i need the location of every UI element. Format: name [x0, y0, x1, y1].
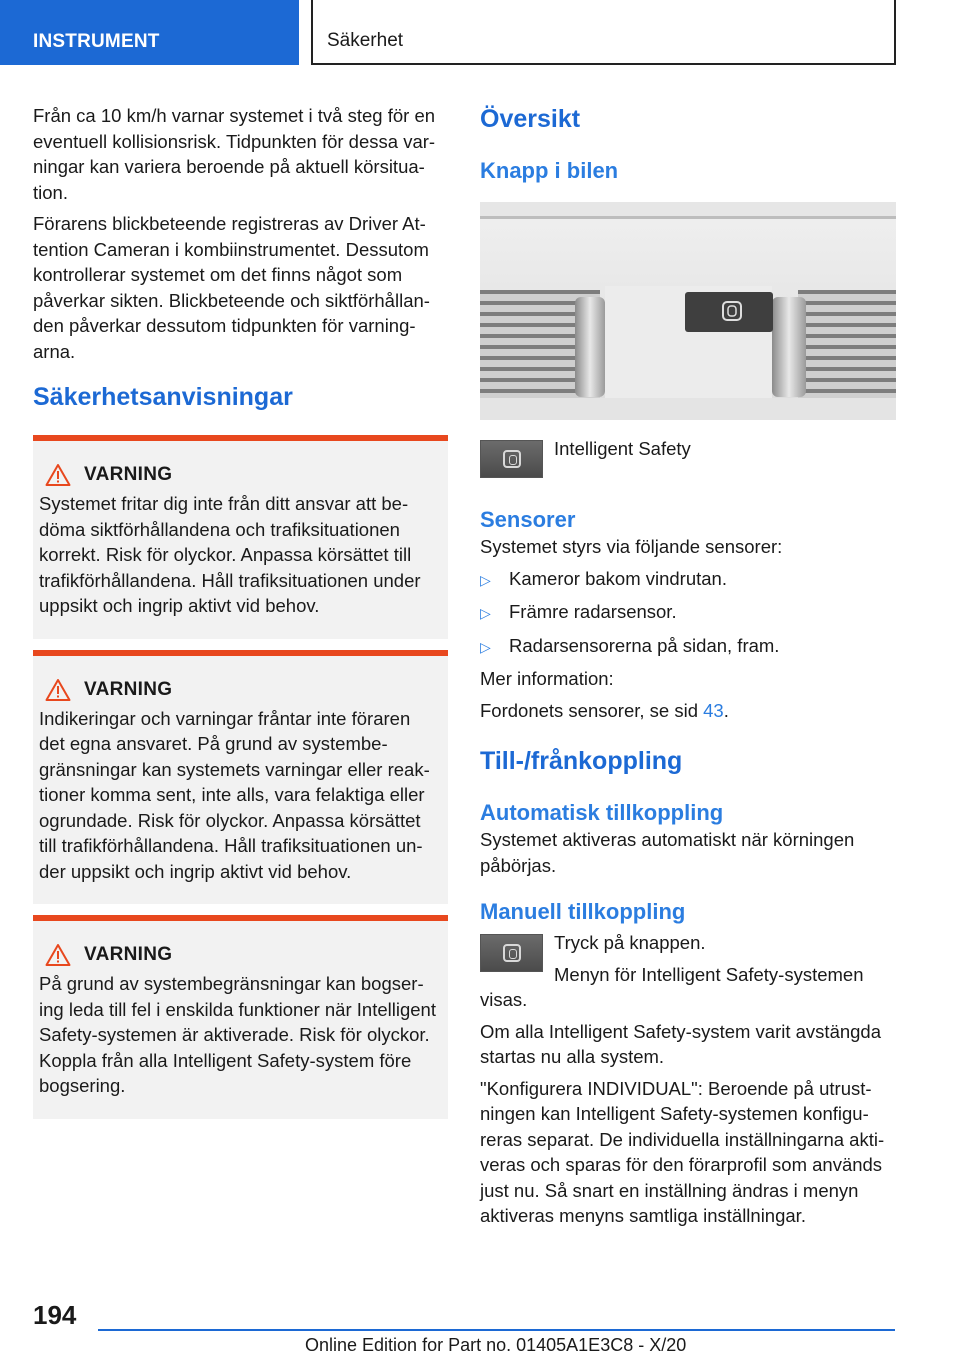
list-item: ▷ Kameror bakom vindrutan. [480, 566, 896, 594]
warning-box-3 [33, 915, 448, 1119]
onoff-heading: Till-/frånkoppling [480, 747, 683, 775]
footer-edition: Online Edition for Part no. 01405A1E3C8 - X/20 [305, 1335, 687, 1355]
dashboard-button-photo [480, 202, 896, 420]
manual-step-2-cont: visas. [480, 989, 528, 1010]
warning-text: Indikeringar och varningar fråntar inte föraren det egna ansvaret. På grund av systembegränsningar kan systemets varningar eller reaktioner komma sent, inte alls, vara felaktiga eller ogrundade. Risk för olyckor. Anpassa körsättet till trafikförhållandena. Håll trafiksituationen under uppsikt och ingrip aktivt vid behov. [39, 707, 430, 882]
manual-paragraph-1: Om alla Intelligent Safety-system varit avstängda startas nu alla system. [480, 1020, 882, 1067]
warning-box-2 [33, 650, 448, 905]
page-number: 194 [33, 1300, 77, 1330]
warning-title: VARNING [84, 464, 173, 485]
warning-triangle-icon [45, 943, 71, 967]
overview-heading: Översikt [480, 105, 581, 133]
sensors-intro: Systemet styrs via följande sensorer: [480, 536, 783, 557]
triangle-bullet-icon: ▷ [480, 571, 491, 588]
left-column [33, 103, 448, 1119]
auto-heading: Automatisk tillkoppling [480, 800, 724, 825]
right-column [480, 103, 896, 1235]
intro-paragraph-2: Förarens blickbeteende registreras av Driver Attention Cameran i kombiinstrumentet. Dessutom kontrollerar systemet om det finns något som påverkar sikten. Blickbeteende och siktförhållanden påverkar dessutom tidpunkten för varningarna. [33, 213, 430, 362]
manual-step-2: Menyn för Intelligent Safety-systemen [554, 963, 864, 985]
manual-step-1: Tryck på knappen. [554, 932, 706, 953]
list-item: ▷ Främre radarsensor. [480, 599, 896, 627]
manual-step [480, 934, 896, 993]
list-item: ▷ Radarsensorerna på sidan, fram. [480, 633, 896, 661]
warning-box-1 [33, 435, 448, 639]
warning-triangle-icon [45, 463, 71, 487]
page-reference-link[interactable]: 43 [703, 699, 724, 721]
sensors-heading: Sensorer [480, 507, 576, 532]
warning-text: Systemet fritar dig inte från ditt ansvar att bedöma siktförhållandena och trafiksituationen korrekt. Risk för olyckor. Anpassa körsättet till trafikförhållandena. Håll trafiksituationen under uppsikt och ingrip aktivt vid behov. [39, 493, 421, 616]
more-info: Mer information: [480, 668, 614, 689]
header-section: INSTRUMENT [0, 0, 299, 65]
sensor-list [480, 566, 896, 661]
warning-triangle-icon [45, 678, 71, 702]
intelligent-safety-button-icon [480, 934, 543, 972]
intro-paragraph-1: Från ca 10 km/h varnar systemet i två steg för en eventuell kollisionsrisk. Tidpunkten för dessa varningar kan variera beroende på aktuell körsituation. [33, 105, 436, 203]
warning-title: VARNING [84, 944, 173, 965]
warning-text: På grund av systembegränsningar kan bogsering leda till fel i enskilda funktioner när Intelligent Safety-systemen är aktiverade. Risk för olyckor. Koppla från alla Intelligent Safety-system före bogsering. [39, 973, 436, 1096]
header-chapter: Säkerhet [311, 0, 896, 65]
reference-line: Fordonets sensorer, se sid 43. [480, 699, 729, 721]
safety-heading: Säkerhetsanvisningar [33, 383, 293, 411]
triangle-bullet-icon: ▷ [480, 638, 491, 655]
manual-heading: Manuell tillkoppling [480, 899, 686, 924]
button-label: Intelligent Safety [554, 438, 691, 459]
button-legend [480, 440, 896, 478]
manual-paragraph-2: "Konfigurera INDIVIDUAL": Beroende på utrustningen kan Intelligent Safety-systemen konfigureras separat. De individuella inställningarna aktiveras och sparas för den förarprofil som används just nu. Så snart en inställning ändras i menyn aktiveras menyns samtliga inställningar. [480, 1077, 885, 1226]
button-heading: Knapp i bilen [480, 158, 619, 183]
warning-title: VARNING [84, 678, 173, 700]
footer-divider [98, 1329, 895, 1331]
triangle-bullet-icon: ▷ [480, 605, 491, 621]
auto-text: Systemet aktiveras automatiskt när körningen påbörjas. [480, 829, 855, 876]
intelligent-safety-button-icon [480, 440, 543, 478]
